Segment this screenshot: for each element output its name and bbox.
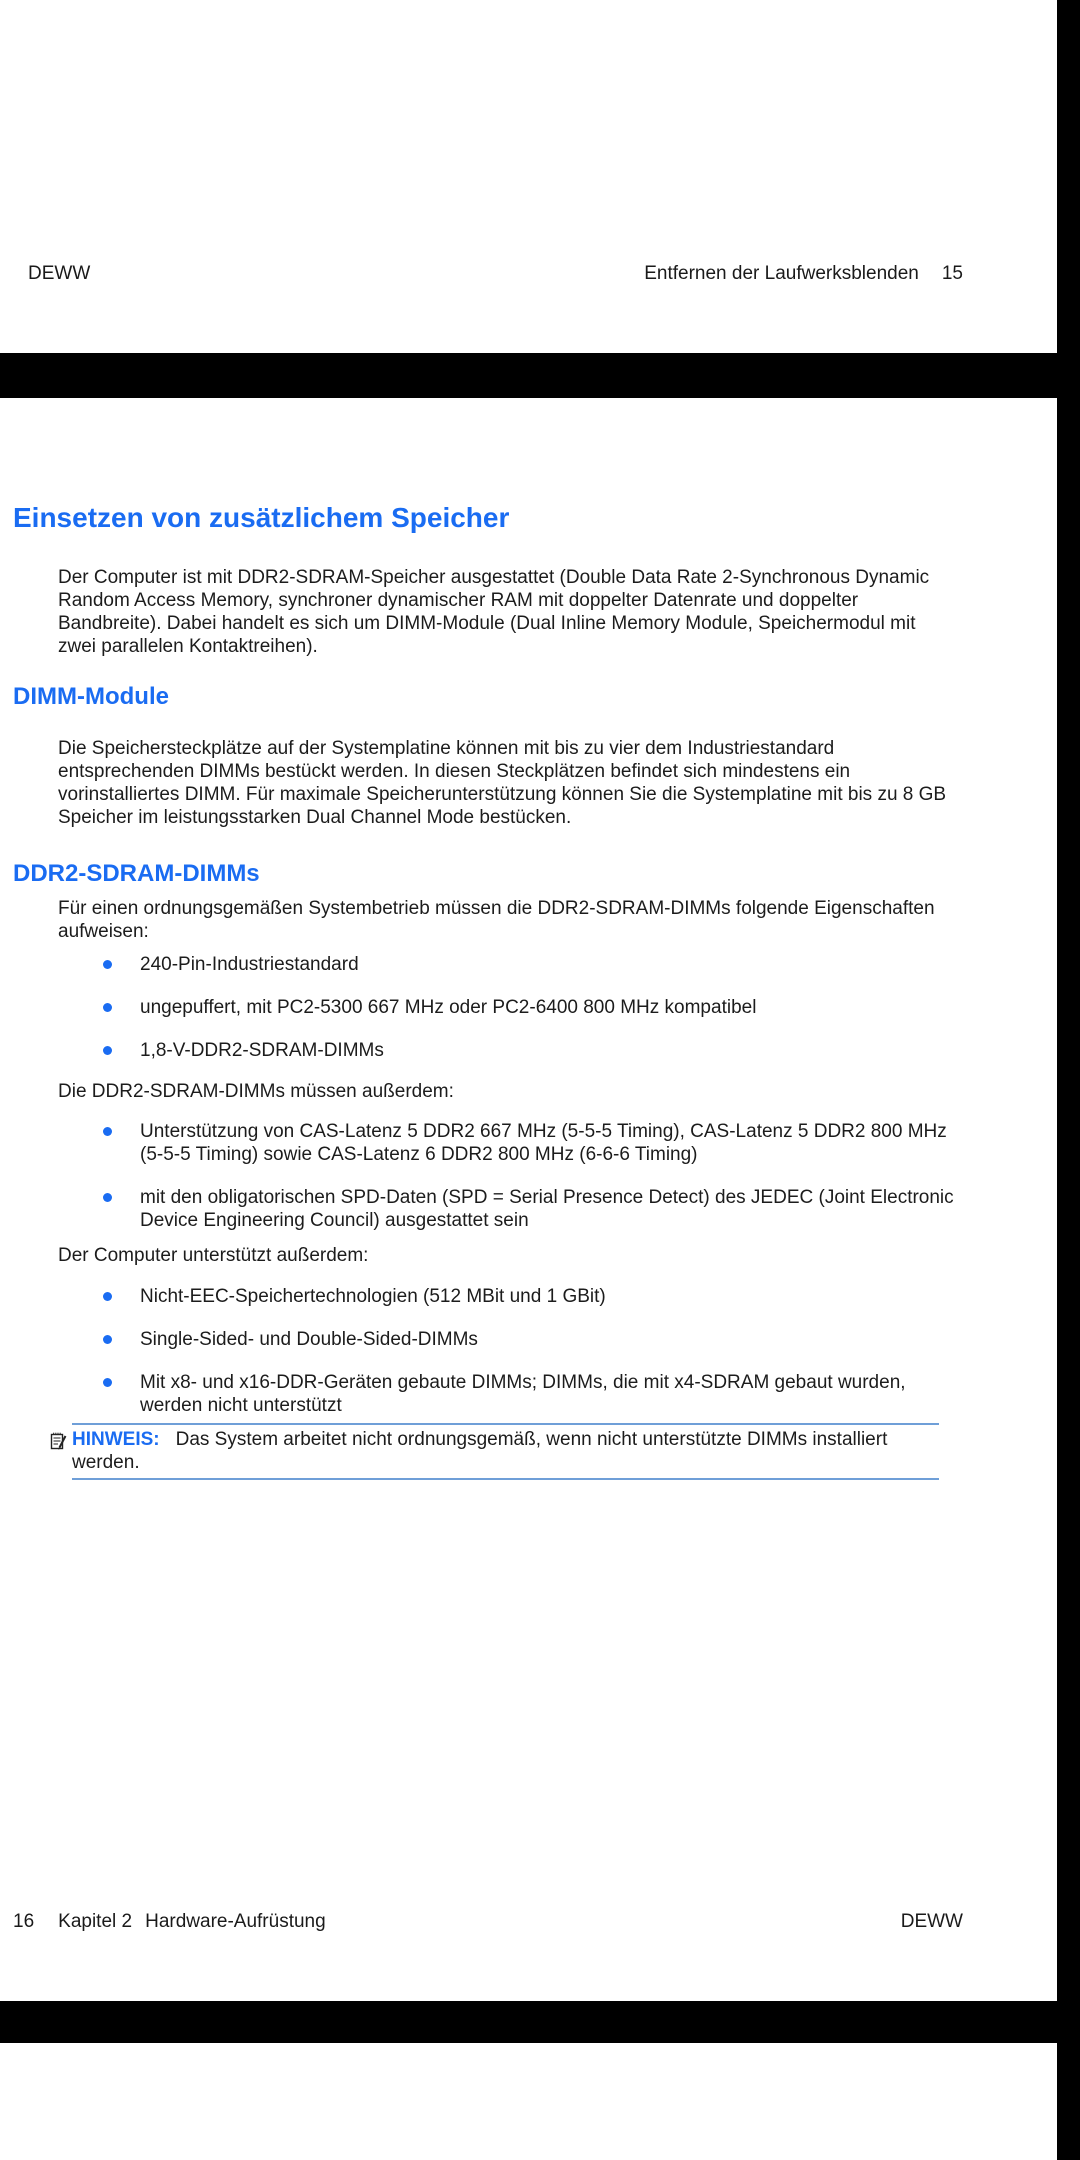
ddr2-support-paragraph: Der Computer unterstützt außerdem: [58, 1245, 369, 1266]
section-heading-ddr2-sdram-dimms: DDR2-SDRAM-DIMMs [13, 860, 260, 887]
footer-chapter-title: Hardware-Aufrüstung [145, 1911, 326, 1932]
list-item: Nicht-EEC-Speichertechnologien (512 MBit und 1 GBit) [58, 1285, 955, 1308]
note-text: Das System arbeitet nicht ordnungsgemäß, wenn nicht unterstützte DIMMs installiert werden. [72, 1429, 888, 1473]
bullet-list-properties [58, 953, 955, 1062]
page-title: Einsetzen von zusätzlichem Speicher [13, 502, 510, 533]
page-separator-band [0, 353, 1080, 398]
footer-section-title: Entfernen der Laufwerksblenden [644, 263, 919, 284]
footer-page-number: 15 [941, 263, 963, 284]
list-item: 1,8-V-DDR2-SDRAM-DIMMs [58, 1039, 955, 1062]
list-item: Single-Sided- und Double-Sided-DIMMs [58, 1328, 955, 1351]
ddr2-requirements-paragraph: Die DDR2-SDRAM-DIMMs müssen außerdem: [58, 1081, 454, 1102]
list-item: Mit x8- und x16-DDR-Geräten gebaute DIMMs; DIMMs, die mit x4-SDRAM gebaut wurden, werden nicht unterstützt [58, 1371, 955, 1417]
note-label: HINWEIS: [72, 1429, 160, 1450]
list-item: 240-Pin-Industriestandard [58, 953, 955, 976]
page-separator-band [0, 2001, 1080, 2043]
ddr2-intro-paragraph: Für einen ordnungsgemäßen Systembetrieb müssen die DDR2-SDRAM-DIMMs folgende Eigenschaften aufweisen: [58, 898, 935, 942]
footer-doc-code: DEWW [28, 263, 91, 284]
list-item: mit den obligatorischen SPD-Daten (SPD = Serial Presence Detect) des JEDEC (Joint Electronic Device Engineering Council) ausgestattet sein [58, 1186, 955, 1232]
bullet-list-requirements [58, 1120, 955, 1232]
footer-chapter: Kapitel 2 [58, 1911, 133, 1932]
list-item: ungepuffert, mit PC2-5300 667 MHz oder PC2-6400 800 MHz kompatibel [58, 996, 955, 1019]
footer-left-group [13, 1910, 326, 1933]
viewer-gutter [1057, 0, 1080, 2160]
intro-paragraph: Der Computer ist mit DDR2-SDRAM-Speicher ausgestattet (Double Data Rate 2-Synchronous Dynamic Random Access Memory, synchroner dynamischer RAM mit doppelter Datenrate und doppelter Bandbreite). Dabei handelt es sich um DIMM-Module (Dual Inline Memory Module, Speichermodul mit zwei parallelen Kontaktreihen). [58, 567, 930, 657]
note-block [72, 1423, 939, 1480]
footer-right-group [644, 262, 963, 285]
page-content [13, 566, 955, 1480]
section-heading-dimm-module: DIMM-Module [13, 683, 169, 710]
current-page-footer [13, 1910, 963, 1933]
footer-page-number: 16 [13, 1911, 35, 1932]
list-item: Unterstützung von CAS-Latenz 5 DDR2 667 MHz (5-5-5 Timing), CAS-Latenz 5 DDR2 800 MHz (5-5-5 Timing) sowie CAS-Latenz 6 DDR2 800 MHz (6-6-6 Timing) [58, 1120, 955, 1166]
footer-doc-code: DEWW [900, 1911, 963, 1932]
bullet-list-supported [58, 1285, 955, 1417]
dimm-paragraph: Die Speichersteckplätze auf der Systemplatine können mit bis zu vier dem Industriestandard entsprechenden DIMMs bestückt werden. In diesen Steckplätzen befindet sich mindestens ein vorinstalliertes DIMM. Für maximale Speicherunterstützung können Sie die Systemplatine mit bis zu 8 GB Speicher im leistungsstarken Dual Channel Mode bestücken. [58, 738, 947, 828]
note-icon [50, 1431, 67, 1450]
prev-page-footer [28, 262, 963, 285]
